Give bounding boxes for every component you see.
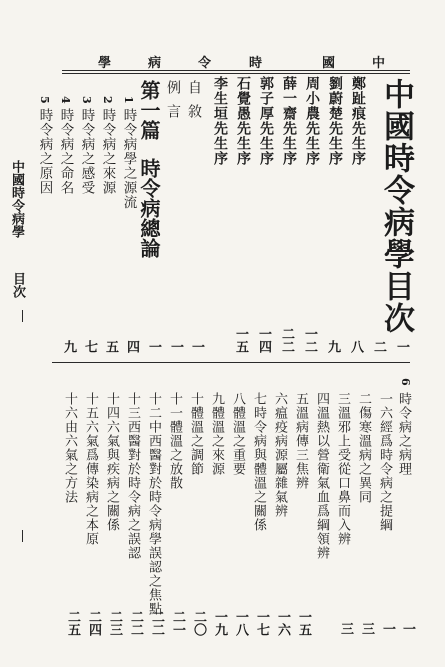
subsection-number: 2 [101,96,114,104]
page-number: 一六 [275,610,290,636]
page-number: 一四 [256,327,271,353]
toc-entry: 二傷寒溫病之異同 [356,392,371,504]
preface-item: 周小農先生序 [304,76,320,166]
subsection-number: 5 [38,96,51,104]
toc-entry: 五溫病傳三焦辨 [293,392,308,490]
toc-entry: 九體溫之來源 [209,392,224,476]
side-tick [22,310,23,322]
page-number: 一 [168,340,183,353]
page-number: 九 [61,340,76,353]
page-number: 七 [82,340,97,353]
subsection-number: 3 [80,96,93,104]
page-number: 一二 [302,327,317,353]
page-number: 一 [189,340,204,353]
header-rule [62,73,410,74]
subsection-number: 4 [59,96,72,104]
section-item: 例言 [165,80,181,128]
page-number: 四 [124,340,139,353]
toc-entry: 七時令病與體溫之關係 [251,392,266,532]
preface-item: 劉蔚楚先生序 [327,76,343,166]
toc-entry: 六瘟疫病源屬雜氣辨 [272,392,287,518]
page-number: 二 [371,340,386,353]
chapter-name: 時令病總論 [137,158,161,258]
toc-entry: 一六經爲時令病之提綱 [377,392,392,532]
page-number: 二二 [149,610,164,636]
page-number: 一五 [296,610,311,636]
header-char: 時 [249,56,263,71]
preface-item: 郭子厚先生序 [258,76,274,166]
page-number: 一五 [233,327,248,353]
page-title: 中國時令病學目次 [378,78,414,334]
subsection-item: 時令病之來源 [99,108,116,195]
page-number: 一 [380,622,395,635]
toc-entry: 十一體溫之放散 [167,392,182,490]
page-number: 一 [146,340,161,353]
toc-entry: 十二中西醫對於時令病學誤認之焦點 [146,392,161,616]
page-number: 二一 [170,610,185,636]
toc-entry: 十四六氣與疾病之關係 [104,392,119,532]
subsection-item: 時令病之命名 [57,108,74,195]
header-char: 病 [148,56,162,71]
page-number: 一九 [212,610,227,636]
preface-item: 李生垣先生序 [212,76,228,166]
page-number: 五 [103,340,118,353]
side-label-sub: 目次 [10,272,25,298]
header-char: 學 [98,56,112,71]
toc-entry: 十體溫之調節 [188,392,203,476]
toc-entry: 三溫邪上受從口鼻而入辨 [335,392,350,546]
page-number: 二二 [279,327,294,353]
toc-entry: 十六由六氣之方法 [62,392,77,504]
subsection-item: 時令病之原因 [36,108,53,195]
header-char: 中 [372,56,386,71]
page-number: 一 [394,340,409,353]
preface-item: 石覺愚先生序 [235,76,251,166]
page-number: 二四 [86,610,101,636]
subsection-number: 1 [122,96,135,104]
section-item: 自敘 [186,80,202,128]
header-char: 國 [322,56,336,71]
section-rule [52,362,410,363]
page-number: 一七 [254,610,269,636]
preface-item: 薛一齋先生序 [281,76,297,166]
page-number: 二三 [107,610,122,636]
chapter-label: 第一篇 [137,80,161,140]
page-number: 九 [325,340,340,353]
subsection-item: 時令病之感受 [78,108,95,195]
toc-entry: 四溫熱以營衛氣血爲綱領辨 [314,392,329,560]
toc-entry: 十五六氣爲傳染病之本原 [83,392,98,546]
toc-entry: 十三西醫對於時令病之誤認 [125,392,140,560]
side-label: 中國時令病學 [9,160,24,238]
toc-entry: 八體溫之重要 [230,392,245,476]
side-tick [22,530,23,542]
page-number: 三 [338,622,353,635]
page-number: 一八 [233,610,248,636]
page-number: 二〇 [191,610,206,636]
toc-entry: 時令病之病理 [396,392,411,476]
page-number: 二二 [128,610,143,636]
page-number: 三 [359,622,374,635]
header-char: 令 [198,56,212,71]
subsection-item: 時令病學之源流 [120,108,137,210]
page-number: 一 [400,622,415,635]
page-number: 八 [348,340,363,353]
page-number: 二五 [65,610,80,636]
subsection-number: 6 [399,378,412,386]
preface-item: 鄭趾痕先生序 [350,76,366,166]
header-rule [62,70,410,71]
